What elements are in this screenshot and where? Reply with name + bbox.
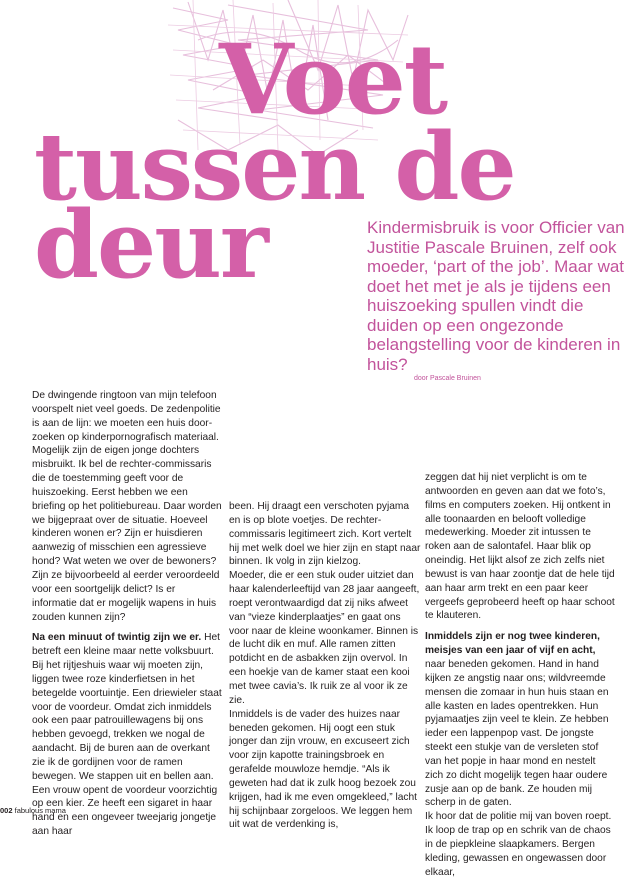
title-line-2: tussen de [34,112,515,221]
body-column-1 [32,389,222,839]
intro-standfirst: Kindermisbruik is voor Officier van Justitie Pascale Bruinen, zelf ook moeder, ‘part of the job’. Maar wat doet het met je als je tijdens een huiszoeking spullen vindt die duiden op een ongezonde belangstelling voor de kinderen in huis? [367,218,625,374]
paragraph [425,630,615,810]
page-number: 002 [0,806,13,815]
page-footer [0,806,66,815]
title-line-1: Voet [219,23,447,136]
paragraph: been. Hij draagt een verschoten pyjama en is op blote voetjes. De rechter-commissaris legitimeert zich. Kort vertelt hij met welk doel we hier zijn en stapt naar binnen. Ik volg in zijn kielzog. [229,501,421,568]
title-line-3: deur [34,190,267,299]
body-column-2 [229,500,422,832]
byline: door Pascale Bruinen [414,375,481,382]
paragraph: Moeder, die er een stuk ouder uitziet dan haar kalenderleeftijd van 28 jaar aangeeft, roept verontwaardigd dat zij niks afweet van “vieze kinderplaatjes” en gaat ons voor naar de kleine woonkamer. Binnen is de lucht dik en muf. Alle ramen zitten potdicht en de asbakken zijn overvol. In een hoekje van de kamer staat een kooi met twee cavia’s. Ik ruik ze al voor ik ze zie. [229,570,420,706]
paragraph: De dwingende ringtoon van mijn telefoon voorspelt niet veel goeds. De zedenpolitie is aan de lijn: we moeten een huis doorzoeken op kinderpornografisch materiaal. Mogelijk zijn de eigen jonge dochters misbruikt. Ik bel de rechter-commissaris die de toestemming geeft voor de huiszoeking. Eerst hebben we een briefing op het politiebureau. Daar worden we bijgepraat over de situatie. Hoeveel kinderen wonen er? Zijn er huisdieren aanwezig of misschien een agressieve hond? Wat weten we over de bewoners? Zijn ze bijvoorbeeld al eerder veroordeeld voor een soortgelijk delict? Is er informatie dat er mogelijk wapens in huis zouden kunnen zijn? [32,390,222,623]
paragraph-body: naar beneden gekomen. Hand in hand kijken ze angstig naar ons; wildvreemde mensen die zomaar in hun huis staan en alle kasten en lades opentrekken. Hun pyjamaatjes zijn veel te klein. Ze hebben ieder een lappenpop vast. De jongste steekt een stukje van de versleten stof van het popje in haar mond en nestelt zich zo dicht mogelijk tegen haar oudere zusje aan op de bank. Ze houden mij scherp in de gaten. [425,658,609,809]
paragraph: zeggen dat hij niet verplicht is om te antwoorden en geven aan dat we foto’s, films en computers zoeken. Hij ontkent in alle toonaarden en belooft volledige medewerking. Moeder zit intussen te roken aan de salontafel. Haar blik op oneindig. Het lijkt alsof ze zich zelfs niet bewust is van haar zoontje dat de hele tijd aan haar arm trekt en een paar keer vergeefs geprobeerd heeft op haar schoot te klauteren. [425,472,615,622]
magazine-name: fabulous mama [14,806,66,815]
paragraph: Ik hoor dat de politie mij van boven roept. Ik loop de trap op en schrik van de chaos in de piepkleine slaapkamers. Bergen kleding, gewassen en ongewassen door elkaar, [425,811,612,878]
paragraph: Inmiddels is de vader des huizes naar beneden gekomen. Hij oogt een stuk jonger dan zijn vrouw, en excuseert zich voor zijn kapotte trainingsbroek en gerafelde mouwloze hemdje. “Als ik geweten had dat ik zulk hoog bezoek zou krijgen, had ik me even omgekleed,” lacht hij schijnbaar zorgeloos. We leggen hem uit wat de verdenking is, [229,708,418,831]
paragraph-lead: Na een minuut of twintig zijn we er. [32,632,202,644]
paragraph-lead: Inmiddels zijn er nog twee kinderen, meisjes van een jaar of vijf en acht, [425,631,600,657]
paragraph-body: Het betreft een kleine maar nette volksbuurt. Bij het rijtjeshuis waar wij moeten zijn, liggen twee roze kinderfietsen in het betegelde voortuintje. Een driewieler staat voor de voordeur. Omdat zich inmiddels ook een paar patrouillewagens bij ons hebben gevoegd, trekken we nogal de aandacht. Bij de buren aan de overkant zie ik de gordijnen voor de ramen bewegen. We stappen uit en bellen aan. Een vrouw opent de voordeur voorzichtig op een kier. Ze heeft een sigaret in haar hand en een ongeveer tweejarig jongetje aan haar [32,632,222,838]
body-column-3 [425,471,615,879]
